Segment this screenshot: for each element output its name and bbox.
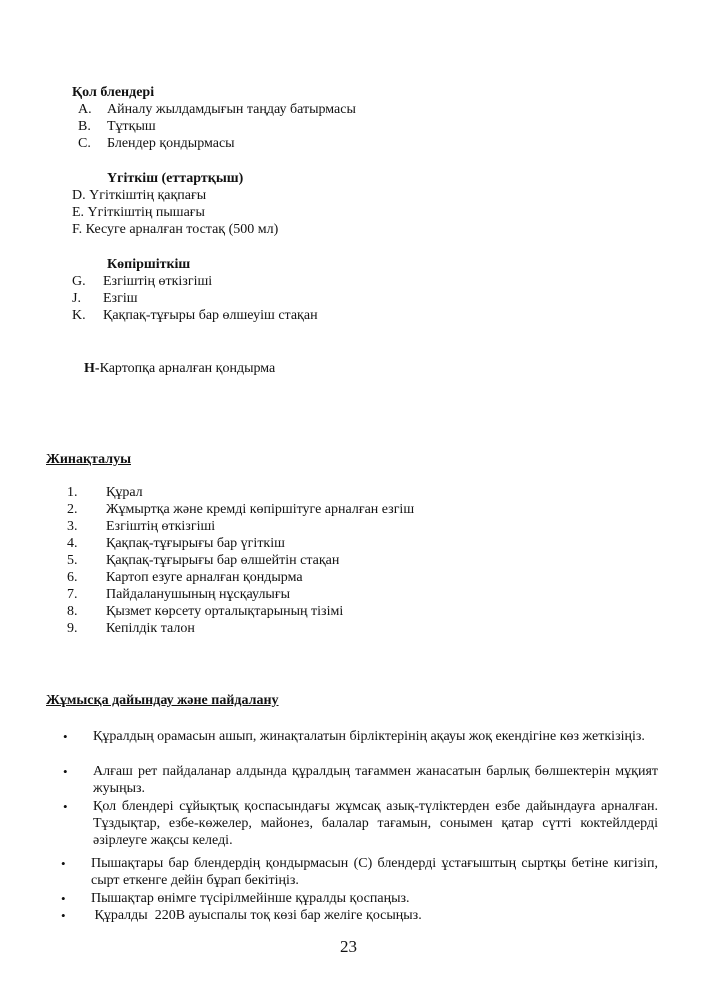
- list-item-number: 2.: [67, 502, 78, 517]
- list-item-text: Қақпақ-тұғыры бар өлшеуіш стақан: [103, 308, 318, 323]
- list-item-text: Тұтқыш: [107, 119, 156, 134]
- list-item-text: Картоп езуге арналған қондырма: [106, 570, 303, 585]
- list-item-letter: B.: [78, 119, 91, 134]
- list-item-text: Қызмет көрсету орталықтарының тізімі: [106, 604, 344, 619]
- bullet-dot: •: [61, 856, 66, 871]
- bullet-dot: •: [63, 729, 68, 744]
- list-item-text: Блендер қондырмасы: [107, 136, 235, 151]
- bullet-text: Пышақтары бар блендердің қондырмасын (С) блендерді ұстағыштың сыртқы бетіне кигізіп, сырт еткенге дейін бұрап бекітіңіз.: [91, 856, 658, 888]
- list-item-number: 6.: [67, 570, 78, 585]
- list-item-text: Құрал: [106, 485, 143, 500]
- page-number: 23: [340, 937, 357, 956]
- potato-attachment-text: Картопқа арналған қондырма: [99, 361, 276, 376]
- list-item-number: 7.: [67, 587, 78, 602]
- list-item-letter: G.: [72, 274, 86, 289]
- potato-attachment-line: [84, 360, 275, 377]
- section-title-chopper: Үгіткіш (еттартқыш): [107, 171, 244, 186]
- bullet-dot: •: [63, 764, 68, 779]
- list-item-number: 3.: [67, 519, 78, 534]
- list-item-letter: C.: [78, 136, 91, 151]
- bullet-dot: •: [63, 799, 68, 814]
- section-title-whisk: Көпіршіткіш: [107, 257, 191, 272]
- list-item-number: 4.: [67, 536, 78, 551]
- list-item-number: 9.: [67, 621, 78, 636]
- list-item-text: Қақпақ-тұғырығы бар өлшейтін стақан: [106, 553, 340, 568]
- list-item-text: Пайдаланушының нұсқаулығы: [106, 587, 290, 602]
- section-title-usage: Жұмысқа дайындау және пайдалану: [46, 693, 279, 708]
- bullet-text: Пышақтар өнімге түсірілмейінше құралды қоспаңыз.: [91, 891, 410, 906]
- bullet-dot: •: [61, 891, 66, 906]
- list-item-number: 5.: [67, 553, 78, 568]
- list-item-letter: J.: [72, 291, 81, 306]
- list-item-number: 1.: [67, 485, 78, 500]
- list-item-text: Езгіштің өткізгіші: [103, 274, 213, 289]
- bullet-text: Алғаш рет пайдаланар алдында құралдың тағаммен жанасатын барлық бөлшектерін мұқият жуыңыз.: [93, 764, 658, 796]
- list-item-text: Жұмыртқа және кремді көпіршітуге арналған езгіш: [106, 502, 415, 517]
- list-item-text: Езгіш: [103, 291, 138, 306]
- list-item-text: Айналу жылдамдығын таңдау батырмасы: [107, 102, 356, 117]
- list-item: E. Үгіткіштің пышағы: [72, 205, 205, 220]
- section-title-package: Жинақталуы: [46, 452, 131, 467]
- bullet-text: Құралдың орамасын ашып, жинақталатын бірліктерінің ақауы жоқ екендігіне көз жеткізіңіз.: [93, 729, 645, 744]
- bullet-text: Қол блендері сұйықтық қоспасындағы жұмсақ азық-түліктерден езбе дайындауға арналған. Тұздықтар, езбе-көжелер, майонез, балалар тағамын, сонымен қатар сүтті коктейлдерді әзірлеуге жақсы келеді.: [93, 799, 658, 848]
- list-item-text: Кепілдік талон: [106, 621, 195, 636]
- list-item-text: Езгіштің өткізгіші: [106, 519, 216, 534]
- list-item: D. Үгіткіштің қақпағы: [72, 188, 207, 203]
- section-title-hand-blender: Қол блендері: [72, 85, 155, 100]
- bullet-dot: •: [61, 908, 66, 923]
- list-item-letter: A.: [78, 102, 92, 117]
- bullet-text: Құралды 220В ауыспалы тоқ көзі бар желіге қосыңыз.: [91, 908, 422, 923]
- list-item: F. Кесуге арналған тостақ (500 мл): [72, 222, 279, 237]
- list-item-letter: K.: [72, 308, 86, 323]
- potato-attachment-letter: H-: [84, 361, 100, 376]
- list-item-text: Қақпақ-тұғырығы бар үгіткіш: [106, 536, 285, 551]
- list-item-number: 8.: [67, 604, 78, 619]
